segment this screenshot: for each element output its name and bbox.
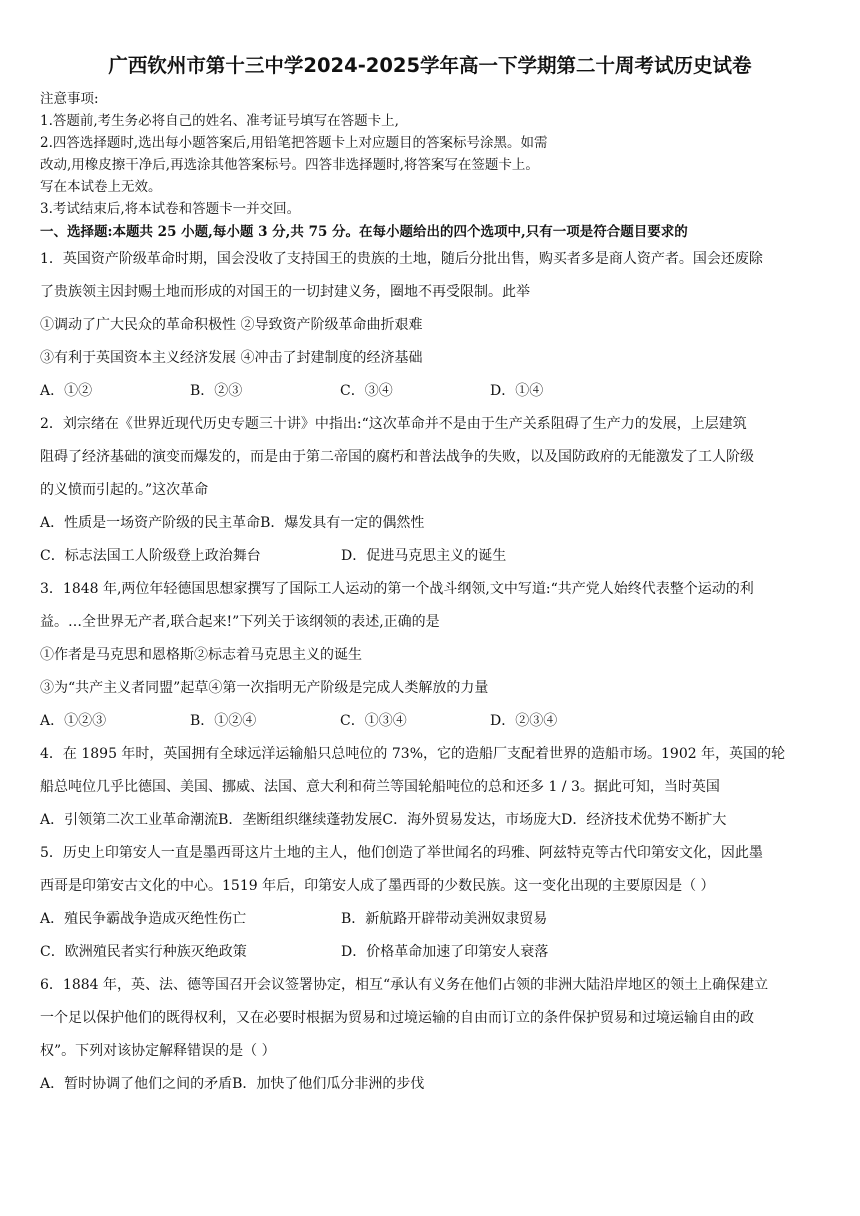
question-stem-line: 1．英国资产阶级革命时期，国会没收了支持国王的贵族的土地，随后分批出售，购买者多是商人资产者。国会还废除 xyxy=(40,251,763,267)
options-row xyxy=(40,540,820,573)
option-a[interactable]: A．暂时协调了他们之间的矛盾 xyxy=(40,1076,233,1092)
question-item-line: ③为“共产主义者同盟”起草④第一次指明无产阶级是完成人类解放的力量 xyxy=(40,680,489,696)
option-b[interactable]: B．②③ xyxy=(190,383,243,399)
question-stem-line: 5．历史上印第安人一直是墨西哥这片土地的主人，他们创造了举世闻名的玛雅、阿兹特克等古代印第安文化，因此墨 xyxy=(40,845,763,861)
option-c[interactable]: C．③④ xyxy=(340,383,393,399)
option-b[interactable]: B．爆发具有一定的偶然性 xyxy=(260,515,425,531)
question-stem-line: 船总吨位几乎比德国、美国、挪威、法国、意大利和荷兰等国轮船吨位的总和还多 1 / 3。据此可知，当时英国 xyxy=(40,779,720,795)
question-stem-line: 2．刘宗绪在《世界近现代历史专题三十讲》中指出:“这次革命并不是由于生产关系阻碍了生产力的发展，上层建筑 xyxy=(40,416,747,432)
question-stem-line: 阻碍了经济基础的演变而爆发的，而是由于第二帝国的腐朽和普法战争的失败，以及国防政府的无能激发了工人阶级 xyxy=(40,449,754,465)
question-item-line: ①调动了广大民众的革命积极性 ②导致资产阶级革命曲折艰难 xyxy=(40,317,423,333)
question-stem-line: 3．1848 年,两位年轻德国思想家撰写了国际工人运动的第一个战斗纲领,文中写道:“共产党人始终代表整个运动的利 xyxy=(40,581,754,597)
question-stem-line: 西哥是印第安古文化的中心。1519 年后，印第安人成了墨西哥的少数民族。这一变化出现的主要原因是（ ） xyxy=(40,878,715,894)
option-c[interactable]: C．标志法国工人阶级登上政治舞台 xyxy=(40,548,261,564)
question-6 xyxy=(40,969,820,1101)
option-b[interactable]: B．垄断组织继续蓬勃发展 xyxy=(218,812,383,828)
notice-line: 2.四答选择题时,选出每小题答案后,用铅笔把答题卡上对应题目的答案标号涂黑。如需 xyxy=(40,135,548,151)
option-a[interactable]: A．殖民争霸战争造成灭绝性伤亡 xyxy=(40,911,247,927)
question-stem-line: 益。…全世界无产者,联合起来!”下列关于该纲领的表述,正确的是 xyxy=(40,614,440,630)
option-a[interactable]: A．①②③ xyxy=(40,713,107,729)
option-d[interactable]: D．促进马克思主义的诞生 xyxy=(341,548,507,564)
option-c[interactable]: C．①③④ xyxy=(340,713,407,729)
notice-line: 改动,用橡皮擦干净后,再选涂其他答案标号。四答非选择题时,将答案写在签题卡上。 xyxy=(40,157,539,173)
option-b[interactable]: B．加快了他们瓜分非洲的步伐 xyxy=(232,1076,425,1092)
options-row xyxy=(40,375,820,408)
option-d[interactable]: D．价格革命加速了印第安人衰落 xyxy=(341,944,549,960)
question-item-line: ①作者是马克思和恩格斯②标志着马克思主义的诞生 xyxy=(40,647,362,663)
notice-heading: 注意事项: xyxy=(40,91,99,107)
option-d[interactable]: D．①④ xyxy=(490,383,544,399)
question-stem-line: 一个足以保护他们的既得权利，又在必要时根据为贸易和过境运输的自由而订立的条件保护贸易和过境运输自由的政 xyxy=(40,1010,754,1026)
option-d[interactable]: D．②③④ xyxy=(490,713,558,729)
options-row xyxy=(40,705,820,738)
notice-block xyxy=(40,88,820,220)
question-stem-line: 权”。下列对该协定解释错误的是（ ） xyxy=(40,1043,276,1059)
question-stem-line: 6．1884 年，英、法、德等国召开会议签署协定，相互“承认有义务在他们占领的非洲大陆沿岸地区的领土上确保建立 xyxy=(40,977,769,993)
question-item-line: ③有利于英国资本主义经济发展 ④冲击了封建制度的经济基础 xyxy=(40,350,423,366)
notice-line: 1.答题前,考生务必将自己的姓名、准考证号填写在答题卡上, xyxy=(40,113,399,129)
section-header: 一、选择题:本题共 25 小题,每小题 3 分,共 75 分。在每小题给出的四个选项中,只有一项是符合题目要求的 xyxy=(40,224,688,240)
question-4 xyxy=(40,738,820,837)
options-row xyxy=(40,507,820,540)
option-a[interactable]: A．①② xyxy=(40,383,93,399)
notice-line: 写在本试卷上无效。 xyxy=(40,179,162,195)
question-2 xyxy=(40,408,820,573)
question-stem-line: 的义愤而引起的。”这次革命 xyxy=(40,482,209,498)
question-1 xyxy=(40,243,820,408)
options-row xyxy=(40,936,820,969)
options-row xyxy=(40,1068,820,1101)
question-3 xyxy=(40,573,820,738)
option-a[interactable]: A．引领第二次工业革命潮流 xyxy=(40,812,219,828)
option-d[interactable]: D．经济技术优势不断扩大 xyxy=(561,812,727,828)
notice-line: 3.考试结束后,将本试卷和答题卡一并交回。 xyxy=(40,201,301,217)
page-title: 广西钦州市第十三中学2024-2025学年高一下学期第二十周考试历史试卷 xyxy=(108,54,752,77)
option-a[interactable]: A．性质是一场资产阶级的民主革命 xyxy=(40,515,261,531)
options-row xyxy=(40,804,820,837)
option-c[interactable]: C．海外贸易发达，市场庞大 xyxy=(382,812,562,828)
option-b[interactable]: B．新航路开辟带动美洲奴隶贸易 xyxy=(341,911,548,927)
question-5 xyxy=(40,837,820,969)
options-row xyxy=(40,903,820,936)
question-stem-line: 了贵族领主因封赐土地而形成的对国王的一切封建义务，圈地不再受限制。此举 xyxy=(40,284,530,300)
question-stem-line: 4．在 1895 年时，英国拥有全球远洋运输船只总吨位的 73%，它的造船厂支配着世界的造船市场。1902 年，英国的轮 xyxy=(40,746,786,762)
option-b[interactable]: B．①②④ xyxy=(190,713,257,729)
option-c[interactable]: C．欧洲殖民者实行种族灭绝政策 xyxy=(40,944,247,960)
